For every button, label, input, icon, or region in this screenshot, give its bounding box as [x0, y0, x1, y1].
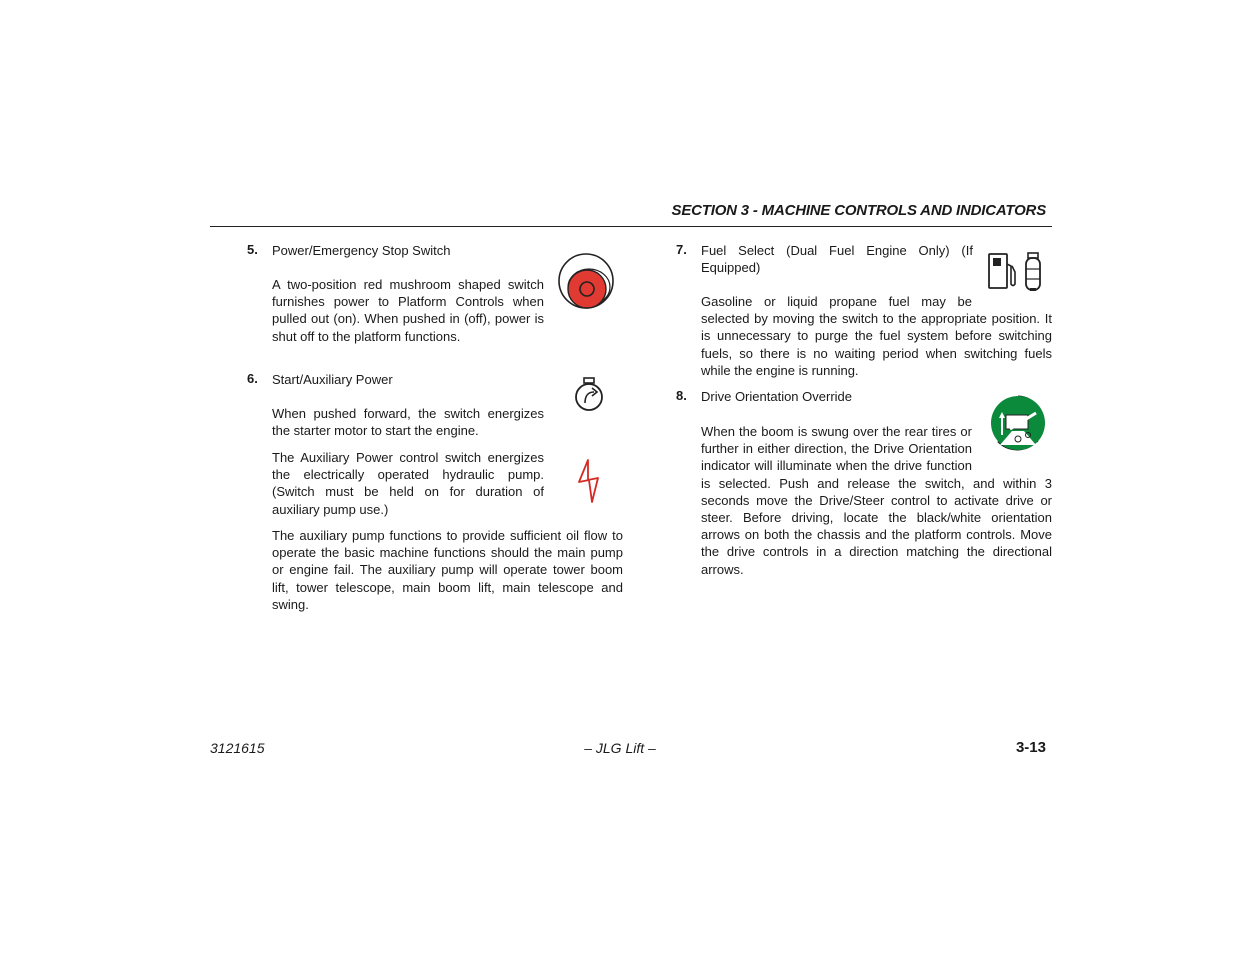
- drive-orientation-icon: [988, 393, 1048, 453]
- mushroom-switch-icon: [556, 251, 616, 311]
- item-6-body-pump: The auxiliary pump functions to provide sufficient oil flow to operate the basic machine functions should the main pump or engine fail. The auxiliary pump will operate tower boom lift, tower telescope, main boom lift, main telescope and swing.: [272, 528, 623, 612]
- item-6-body-auxiliary: The Auxiliary Power control switch energizes the electrically operated hydraulic pump. (Switch must be held on for duration of auxiliary pump use.): [272, 450, 544, 517]
- footer-publisher: – JLG Lift –: [584, 740, 656, 756]
- header-rule: [210, 226, 1052, 227]
- item-5-body: A two-position red mushroom shaped switch furnishes power to Platform Controls when pulled out (on). When pushed in (off), power is shut off to the platform functions.: [272, 277, 544, 344]
- item-8-number: 8.: [676, 388, 687, 403]
- item-7-body: [701, 293, 1052, 379]
- section-header: SECTION 3 - MACHINE CONTROLS AND INDICATORS: [671, 202, 1046, 219]
- item-5-title: Power/Emergency Stop Switch: [272, 243, 451, 258]
- engine-start-icon: [572, 376, 606, 414]
- item-6-body-start: When pushed forward, the switch energizes the starter motor to start the engine.: [272, 406, 544, 439]
- item-7-title: Fuel Select (Dual Fuel Engine Only) (If Equipped): [701, 243, 973, 276]
- item-6-title: Start/Auxiliary Power: [272, 372, 393, 387]
- icon-spacer: [972, 293, 1052, 307]
- item-5-number: 5.: [247, 242, 258, 257]
- lightning-bolt-icon: [576, 458, 602, 504]
- item-8-title: Drive Orientation Override: [701, 389, 852, 404]
- footer-doc-number: 3121615: [210, 740, 265, 756]
- item-8-body-text: When the boom is swung over the rear tires or further in either direction, the Drive Orientation indicator will illuminate when the drive function is selected. Push and release the switch, and within 3 seconds move the Drive/Steer control to activate drive or steer. Before driving, locate the black/white orientation arrows on both the chassis and the platform controls. Move the drive controls in a direction matching the directional arrows.: [701, 424, 1052, 577]
- fuel-select-icon: [986, 250, 1052, 294]
- footer-page-number: 3-13: [1015, 739, 1046, 756]
- item-6-number: 6.: [247, 371, 258, 386]
- item-7-body-text: Gasoline or liquid propane fuel may be selected by moving the switch to the appropriate position. It is unnecessary to purge the fuel system before switching fuels, so there is no waiting period when switching fuels while the engine is running.: [701, 294, 1052, 378]
- item-7-number: 7.: [676, 242, 687, 257]
